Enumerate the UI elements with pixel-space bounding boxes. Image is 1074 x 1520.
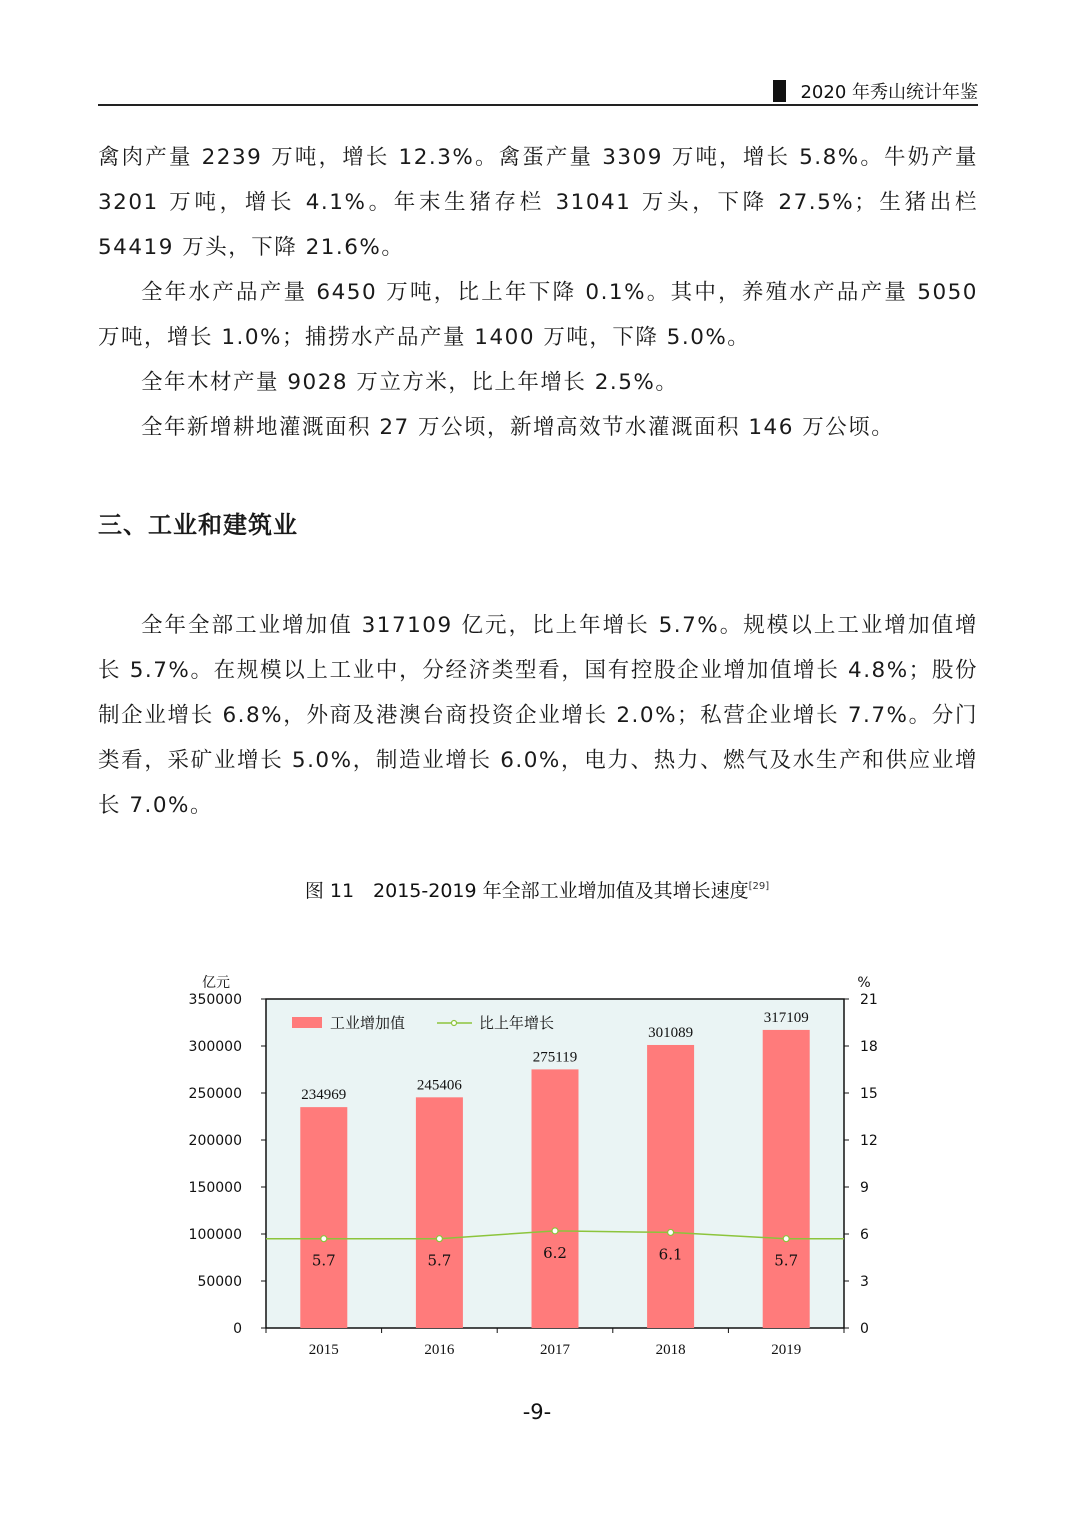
bar xyxy=(532,1069,579,1328)
left-tick-label: 0 xyxy=(233,1321,242,1337)
right-tick-label: 12 xyxy=(860,1133,878,1149)
agriculture-text xyxy=(98,135,978,450)
right-tick-label: 21 xyxy=(860,992,878,1008)
legend-line-marker xyxy=(452,1021,457,1026)
right-tick-label: 9 xyxy=(860,1180,869,1196)
legend-line-label: 比上年增长 xyxy=(479,1014,555,1032)
paragraph-aquatic: 全年水产品产量 6450 万吨，比上年下降 0.1%。其中，养殖水产品产量 5050 万吨，增长 1.0%；捕捞水产品产量 1400 万吨，下降 5.0%。 xyxy=(98,280,978,350)
bar-value-label: 317109 xyxy=(763,1009,809,1026)
growth-value-label: 5.7 xyxy=(311,1251,336,1270)
bar xyxy=(763,1030,810,1328)
growth-value-label: 5.7 xyxy=(427,1251,452,1270)
growth-point xyxy=(321,1236,327,1242)
industry-text xyxy=(98,603,978,828)
growth-point xyxy=(668,1229,674,1235)
bar-value-label: 301089 xyxy=(648,1024,694,1041)
x-tick-label: 2017 xyxy=(540,1342,570,1358)
bar-value-label: 245406 xyxy=(416,1077,462,1094)
growth-point xyxy=(436,1236,442,1242)
growth-point xyxy=(552,1228,558,1234)
bar xyxy=(647,1045,694,1328)
left-tick-label: 250000 xyxy=(188,1086,242,1102)
bar-value-label: 234969 xyxy=(301,1087,347,1104)
section-heading: 三、工业和建筑业 xyxy=(98,511,298,539)
right-tick-label: 15 xyxy=(860,1086,878,1102)
industry-chart xyxy=(180,965,900,1365)
figure-caption xyxy=(0,876,1074,903)
header-marker xyxy=(773,80,786,102)
figure-footnote-ref: [29] xyxy=(748,881,770,892)
right-tick-label: 18 xyxy=(860,1039,878,1055)
x-tick-label: 2015 xyxy=(308,1342,339,1358)
right-axis-unit: % xyxy=(857,975,871,991)
x-tick-label: 2016 xyxy=(424,1342,455,1358)
bar xyxy=(300,1107,347,1328)
growth-value-label: 5.7 xyxy=(774,1251,799,1270)
legend-bar-swatch xyxy=(292,1017,322,1028)
legend-bar-label: 工业增加值 xyxy=(330,1014,406,1032)
left-tick-label: 350000 xyxy=(188,992,242,1008)
right-tick-label: 6 xyxy=(860,1227,869,1243)
running-header xyxy=(98,74,978,106)
growth-point xyxy=(783,1236,789,1242)
right-tick-label: 0 xyxy=(860,1321,869,1337)
left-tick-label: 300000 xyxy=(188,1039,242,1055)
growth-value-label: 6.1 xyxy=(658,1245,683,1264)
paragraph-timber: 全年木材产量 9028 万立方米，比上年增长 2.5%。 xyxy=(141,370,679,395)
figure-caption-text: 图 11 2015-2019 年全部工业增加值及其增长速度 xyxy=(304,880,749,902)
left-tick-label: 100000 xyxy=(188,1227,242,1243)
x-tick-label: 2019 xyxy=(771,1342,802,1358)
page-number: -9- xyxy=(522,1400,552,1424)
paragraph-industry: 全年全部工业增加值 317109 亿元，比上年增长 5.7%。规模以上工业增加值增长 5.7%。在规模以上工业中，分经济类型看，国有控股企业增加值增长 4.8%；股份制企业增长 6.8%，外商及港澳台商投资企业增长 2.0%；私营企业增长 7.7%。分门类看，采矿业增长 5.0%，制造业增长 6.0%，电力、热力、燃气及水生产和供应业增长 7.0%。 xyxy=(98,613,978,818)
left-tick-label: 150000 xyxy=(188,1180,242,1196)
bar xyxy=(416,1097,463,1328)
right-tick-label: 3 xyxy=(860,1274,869,1290)
paragraph-irrigation: 全年新增耕地灌溉面积 27 万公顷，新增高效节水灌溉面积 146 万公顷。 xyxy=(141,415,895,440)
paragraph-livestock: 禽肉产量 2239 万吨，增长 12.3%。禽蛋产量 3309 万吨，增长 5.8%。牛奶产量 3201 万吨，增长 4.1%。年末生猪存栏 31041 万头，下降 27.5%；生猪出栏 54419 万头，下降 21.6%。 xyxy=(98,145,978,260)
left-axis-unit: 亿元 xyxy=(202,975,230,991)
bar-value-label: 275119 xyxy=(532,1049,578,1066)
growth-value-label: 6.2 xyxy=(543,1243,567,1262)
yearbook-title: 2020 年秀山统计年鉴 xyxy=(800,82,978,103)
left-tick-label: 200000 xyxy=(188,1133,242,1149)
left-tick-label: 50000 xyxy=(197,1274,242,1290)
x-tick-label: 2018 xyxy=(655,1342,686,1358)
